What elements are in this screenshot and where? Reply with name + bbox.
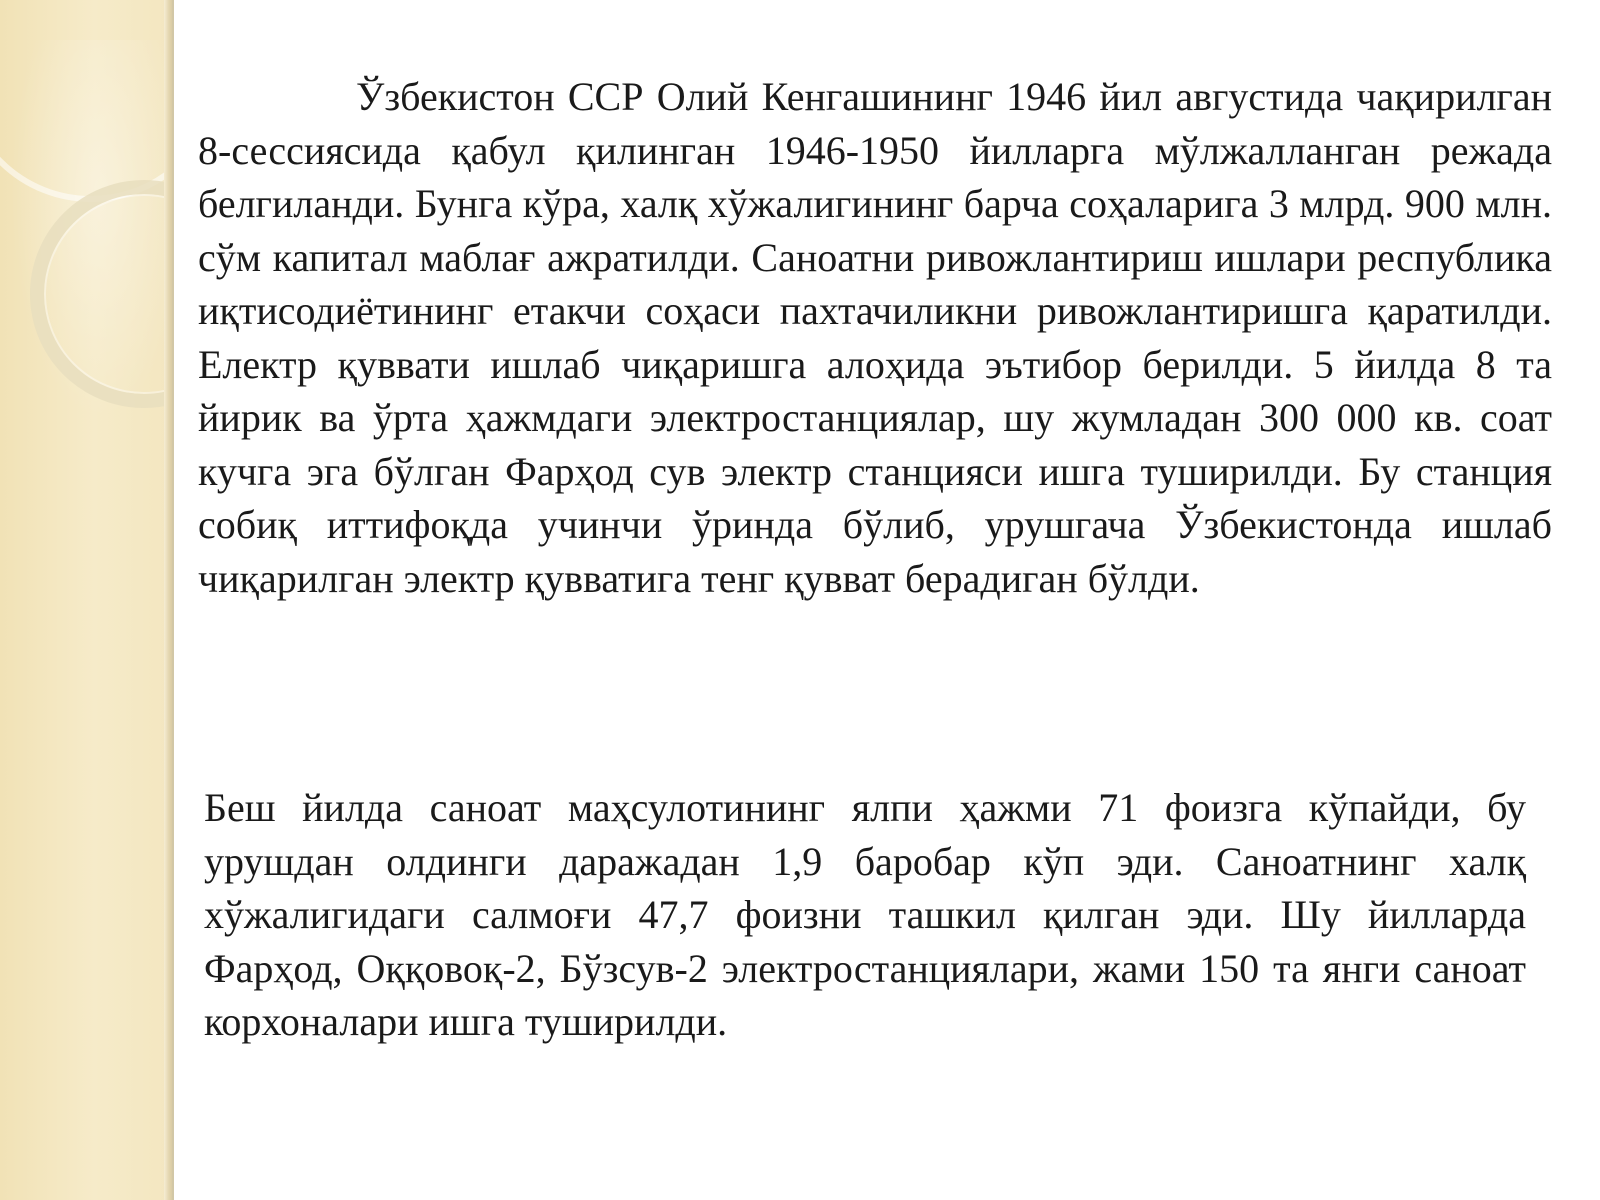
paragraph-2: Беш йилда саноат маҳсулотининг ялпи ҳажми 71 фоизга кўпайди, бу урушдан олдинги даражадан 1,9 баробар кўп эди. Саноатнинг халқ хўжалигидаги салмоғи 47,7 фоизни ташкил қилган эди. Шу йилларда Фарҳод, Оққовоқ-2, Бўзсув-2 электростанциялари, жами 150 та янги саноат корхоналари ишга туширилди. [204, 785, 1526, 1044]
decorative-ring-top [0, 0, 172, 202]
side-band-divider [172, 0, 174, 1200]
paragraph-1: Ўзбекистон ССР Олий Кенгашининг 1946 йил августида чақирилган 8-сессиясида қабул қилинган 1946-1950 йилларга мўлжалланган режада белгиланди. Бунга кўра, халқ хўжалигининг барча соҳаларига 3 млрд. 900 млн. сўм капитал маблағ ажратилди. Саноатни ривожлантириш ишлари республика иқтисодиётининг етакчи соҳаси пахтачиликни ривожлантиришга қаратилди. Електр қуввати ишлаб чиқаришга алоҳида эътибор берилди. 5 йилда 8 та йирик ва ўрта ҳажмдаги электростанциялар, шу жумладан 300 000 кв. соат кучга эга бўлган Фарҳод сув электр станцияси ишга туширилди. Бу станция собиқ иттифоқда учинчи ўринда бўлиб, урушгача Ўзбекистонда ишлаб чиқарилган электр қувватига тенг қувват берадиган бўлди. [198, 74, 1552, 601]
decorative-side-band [0, 0, 172, 1200]
